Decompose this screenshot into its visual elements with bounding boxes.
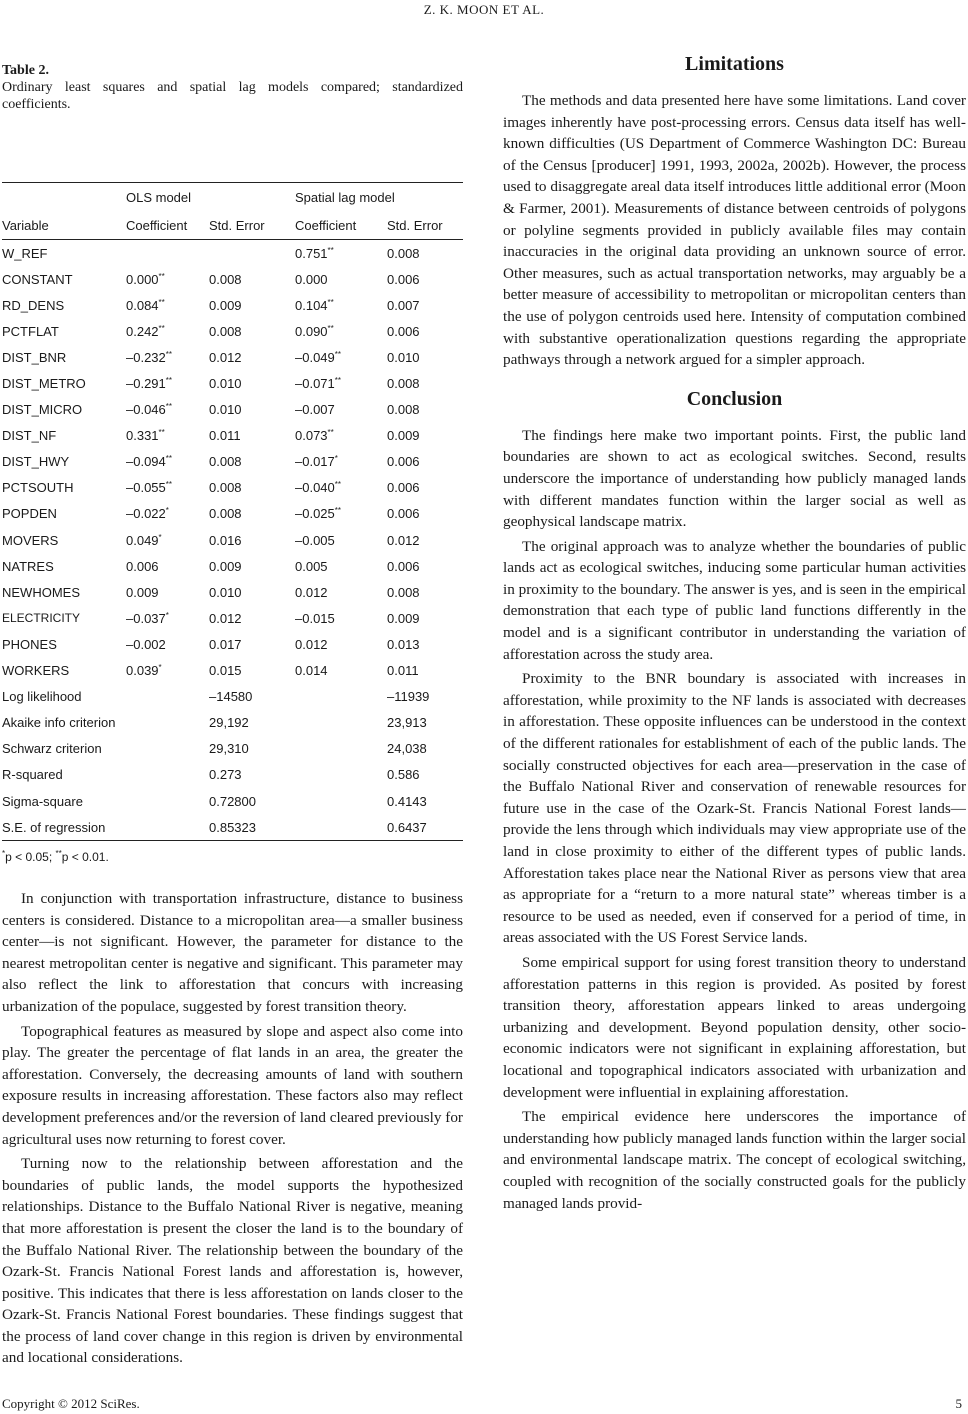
- stat-spatial-value-cell: 0.6437: [387, 814, 463, 841]
- ols-coefficient-cell: [126, 423, 209, 449]
- ols-significance-mark: *: [158, 663, 162, 673]
- variable-cell: DIST_NF: [2, 428, 57, 444]
- col-header-variable: Variable: [2, 211, 126, 240]
- spatial-std-error-cell: 0.006: [387, 480, 420, 496]
- ols-std-error-cell: 0.010: [209, 376, 242, 392]
- stat-ols-value-cell: 0.273: [209, 767, 242, 783]
- ols-coefficient-value: 0.009: [126, 584, 159, 600]
- ols-std-error-cell: [209, 240, 295, 267]
- table-body: [2, 240, 463, 841]
- variable-cell: DIST_MICRO: [2, 402, 83, 418]
- spatial-significance-mark: **: [327, 323, 334, 333]
- spatial-std-error-cell: 0.008: [387, 376, 420, 392]
- spatial-coefficient-value: –0.071: [295, 376, 335, 392]
- spatial-std-error-cell: 0.007: [387, 297, 420, 313]
- table-header-row: [2, 211, 463, 240]
- section-heading-limitations: Limitations: [685, 53, 784, 75]
- table-row: [2, 292, 463, 318]
- ols-significance-mark: *: [165, 506, 169, 516]
- ols-std-error-cell: 0.008: [209, 480, 242, 496]
- table-caption: Ordinary least squares and spatial lag models compared; standardized coefficients.: [2, 80, 463, 112]
- ols-significance-mark: **: [158, 271, 165, 281]
- variable-cell: NEWHOMES: [2, 584, 80, 600]
- table-row: [2, 370, 463, 396]
- group-ols-label: OLS model: [126, 183, 295, 212]
- col-header-sl-se: Std. Error: [387, 211, 463, 240]
- results-table: [2, 182, 463, 841]
- section-heading-conclusion: Conclusion: [686, 387, 783, 410]
- spatial-std-error-cell: 0.008: [387, 402, 420, 418]
- spatial-significance-mark: **: [334, 480, 341, 490]
- spatial-significance-mark: **: [334, 506, 341, 516]
- ols-coefficient-cell: [126, 501, 209, 527]
- spatial-coefficient-value: 0.012: [295, 584, 328, 600]
- left-body-text: [2, 888, 463, 1369]
- ols-std-error-cell: 0.008: [209, 506, 242, 522]
- ols-significance-mark: **: [165, 376, 172, 386]
- ols-significance-mark: **: [158, 297, 165, 307]
- table-row: [2, 344, 463, 370]
- stat-spatial-value-cell: 24,038: [387, 741, 427, 757]
- table-row: [2, 553, 463, 579]
- ols-significance-mark: *: [165, 610, 169, 620]
- right-column: [503, 50, 966, 1214]
- ols-std-error-cell: 0.012: [209, 610, 242, 626]
- spatial-std-error-cell: 0.006: [387, 558, 420, 574]
- stat-spatial-value-cell: 0.4143: [387, 793, 427, 809]
- ols-coefficient-cell: [126, 449, 209, 475]
- ols-std-error-cell: 0.011: [209, 428, 241, 444]
- ols-coefficient-value: 0.331: [126, 428, 159, 444]
- spatial-significance-mark: **: [334, 349, 341, 359]
- spatial-coefficient-cell: [295, 475, 387, 501]
- spatial-std-error-cell: 0.006: [387, 323, 420, 339]
- footnote-sup-2: **: [55, 849, 62, 858]
- stat-row: [2, 788, 463, 814]
- ols-coefficient-value: –0.094: [126, 454, 166, 470]
- spatial-coefficient-value: 0.751: [295, 245, 328, 261]
- stat-row: [2, 814, 463, 841]
- stat-ols-value-cell: 29,192: [209, 715, 249, 731]
- variable-cell: MOVERS: [2, 532, 59, 548]
- ols-coefficient-value: 0.000: [126, 271, 159, 287]
- ols-coefficient-cell: [126, 344, 209, 370]
- ols-std-error-cell: 0.012: [209, 349, 242, 365]
- variable-cell: DIST_METRO: [2, 376, 86, 392]
- ols-coefficient-cell: [126, 475, 209, 501]
- spatial-std-error-cell: 0.006: [387, 271, 420, 287]
- ols-coefficient-cell: [126, 292, 209, 318]
- spatial-coefficient-value: –0.005: [295, 532, 335, 548]
- table-row: [2, 318, 463, 344]
- table-row: [2, 579, 463, 605]
- stat-row: [2, 762, 463, 788]
- spatial-coefficient-value: 0.014: [295, 663, 328, 679]
- col-header-sl-coef: Coefficient: [295, 211, 387, 240]
- ols-coefficient-value: –0.232: [126, 349, 166, 365]
- ols-std-error-cell: 0.015: [209, 663, 242, 679]
- ols-coefficient-value: –0.002: [126, 636, 166, 652]
- spatial-std-error-cell: 0.011: [387, 663, 419, 679]
- spatial-coefficient-cell: [295, 501, 387, 527]
- body-paragraph: The empirical evidence here underscores the importance of understanding how publicly managed lands function within the larger social and environmental landscape matrix. The concept of ecological switching, coupled with recognition of the socially constructed goals for the publicly managed lands provid-: [503, 1108, 966, 1212]
- footer-copyright: Copyright © 2012 SciRes.: [2, 1396, 140, 1411]
- stat-label-cell: S.E. of regression: [2, 814, 209, 841]
- variable-cell: PHONES: [2, 636, 57, 652]
- spatial-std-error-cell: 0.010: [387, 349, 420, 365]
- ols-significance-mark: **: [165, 454, 172, 464]
- stat-label-cell: Log likelihood: [2, 689, 82, 705]
- spatial-significance-mark: *: [334, 454, 338, 464]
- ols-coefficient-cell: [126, 605, 209, 631]
- spatial-coefficient-value: 0.005: [295, 558, 328, 574]
- spatial-coefficient-cell: [295, 553, 387, 579]
- ols-coefficient-cell: [126, 579, 209, 605]
- table-label: Table 2.: [2, 63, 49, 78]
- variable-cell: PCTSOUTH: [2, 480, 74, 496]
- spatial-coefficient-value: –0.025: [295, 506, 335, 522]
- body-paragraph: Topographical features as measured by slope and aspect also come into play. The greater the percentage of flat lands in an area, the greater the afforestation. Conversely, the decreasing amounts of land with southern exposure results in increasing afforestation. These factors also may reflect development preferences and/or the reversion of land cleared previously for agricultural uses now returning to forest cover.: [2, 1022, 463, 1148]
- spatial-std-error-cell: 0.006: [387, 506, 420, 522]
- spatial-std-error-cell: 0.012: [387, 532, 420, 548]
- spatial-coefficient-value: 0.073: [295, 428, 328, 444]
- footnote-sup-1: *: [2, 849, 6, 858]
- ols-significance-mark: **: [165, 402, 172, 412]
- footnote-text-2: p < 0.01.: [61, 850, 109, 864]
- ols-significance-mark: **: [165, 349, 172, 359]
- table-row: [2, 266, 463, 292]
- spatial-coefficient-cell: [295, 605, 387, 631]
- ols-std-error-cell: 0.010: [209, 402, 242, 418]
- stat-spatial-value-cell: 23,913: [387, 715, 427, 731]
- stat-ols-value-cell: 0.72800: [209, 793, 256, 809]
- stat-spacer-cell: [295, 788, 387, 814]
- ols-std-error-cell: 0.009: [209, 558, 242, 574]
- spatial-std-error-cell: 0.006: [387, 454, 420, 470]
- page-number: 5: [955, 1396, 962, 1411]
- spatial-coefficient-cell: [295, 397, 387, 423]
- stat-label-cell: Sigma-square: [2, 793, 83, 809]
- stat-label-cell: Akaike info criterion: [2, 715, 116, 731]
- table-row: [2, 658, 463, 684]
- spatial-coefficient-cell: [295, 318, 387, 344]
- stat-spacer-cell: [295, 762, 387, 788]
- spatial-coefficient-value: 0.012: [295, 636, 328, 652]
- spatial-coefficient-cell: [295, 579, 387, 605]
- ols-coefficient-value: 0.039: [126, 663, 159, 679]
- spatial-coefficient-value: –0.040: [295, 480, 335, 496]
- ols-std-error-cell: 0.010: [209, 584, 242, 600]
- stat-spacer-cell: [295, 814, 387, 841]
- ols-std-error-cell: 0.008: [209, 271, 242, 287]
- table-row: [2, 475, 463, 501]
- spatial-coefficient-cell: [295, 370, 387, 396]
- stat-spatial-value-cell: 0.586: [387, 767, 420, 783]
- footnote-text-1: p < 0.05;: [5, 850, 56, 864]
- ols-coefficient-value: –0.055: [126, 480, 166, 496]
- spatial-std-error-cell: 0.008: [387, 245, 420, 261]
- ols-coefficient-value: 0.084: [126, 297, 159, 313]
- spatial-std-error-cell: 0.013: [387, 636, 420, 652]
- body-paragraph: The original approach was to analyze whether the boundaries of public lands act as ecological switches, inducing some particular human activities in proximity to the boundary. The answer is yes, and is seen in the empirical demonstration that each type of public land functions differently in the model and is a significant contributor in understanding the variation of afforestation across the study area.: [503, 537, 966, 663]
- ols-significance-mark: **: [165, 480, 172, 490]
- spatial-std-error-cell: 0.008: [387, 584, 420, 600]
- body-paragraph: Turning now to the relationship between afforestation and the boundaries of public lands, the model supports the hypothesized relationships. Distance to the Buffalo National River is negative, meaning that more afforestation is present the closer the land is to the boundary of the Buffalo National River. The relationship between the boundary of the Ozark-St. Francis National Forest lands and afforestation is, however, positive. This indicates that there is less afforestation on lands closer to the Ozark-St. Francis National Forest boundaries. These findings suggest that the process of land cover change in this region is driven by environmental and locational considerations.: [2, 1155, 463, 1367]
- group-spatial-label: Spatial lag model: [295, 183, 463, 212]
- spatial-coefficient-cell: [295, 344, 387, 370]
- variable-cell: NATRES: [2, 558, 54, 574]
- spatial-coefficient-value: 0.090: [295, 323, 328, 339]
- col-header-ols-coef: Coefficient: [126, 211, 209, 240]
- spatial-coefficient-value: –0.007: [295, 402, 335, 418]
- ols-coefficient-value: –0.291: [126, 376, 166, 392]
- stat-label-cell: R-squared: [2, 767, 63, 783]
- body-paragraph: Some empirical support for using forest transition theory to understand afforestation patterns in this region is provided. As posited by forest transition theory, afforestation appears linked to areas undergoing urbanizing and development. Beyond population density, other socio-economic indicators were not significant in explaining afforestation, but locational and topographical indicators associated with urbanization and development were influential in explaining afforestation.: [503, 953, 966, 1101]
- ols-coefficient-cell: [126, 266, 209, 292]
- ols-coefficient-cell: [126, 240, 209, 267]
- ols-significance-mark: **: [158, 323, 165, 333]
- table-row: [2, 501, 463, 527]
- stat-spacer-cell: [295, 684, 387, 710]
- body-paragraph: In conjunction with transportation infrastructure, distance to business centers is considered. Distance to a micropolitan area—a smaller business center—is not significant. However, the parameter for distance to the nearest metropolitan center is negative and significant. This parameter may also reflect the link to afforestation that concurs with increasing urbanization of the populace, suggested by forest transition theory.: [2, 890, 463, 1015]
- spatial-coefficient-cell: [295, 527, 387, 553]
- stat-ols-value-cell: –14580: [209, 689, 253, 705]
- variable-cell: RD_DENS: [2, 297, 65, 313]
- stat-label-cell: Schwarz criterion: [2, 741, 102, 757]
- ols-std-error-cell: 0.009: [209, 297, 242, 313]
- ols-coefficient-cell: [126, 370, 209, 396]
- ols-std-error-cell: 0.008: [209, 454, 242, 470]
- ols-coefficient-value: 0.242: [126, 323, 159, 339]
- variable-cell: CONSTANT: [2, 271, 73, 287]
- table-row: [2, 605, 463, 631]
- stat-ols-value-cell: 29,310: [209, 741, 249, 757]
- variable-cell: DIST_HWY: [2, 454, 70, 470]
- variable-cell: W_REF: [2, 245, 48, 261]
- stat-spacer-cell: [295, 710, 387, 736]
- stat-row: [2, 684, 463, 710]
- table-row: [2, 449, 463, 475]
- table-row: [2, 423, 463, 449]
- stat-ols-value-cell: 0.85323: [209, 814, 295, 841]
- body-paragraph: The findings here make two important points. First, the public land boundaries are shown to act as ecological switches. Second, results underscore the importance of understanding how publicly managed lands with different mandates function within the larger social as well as geophysical landscape matrix.: [503, 426, 966, 531]
- ols-std-error-cell: 0.017: [209, 636, 242, 652]
- stat-spacer-cell: [295, 736, 387, 762]
- ols-std-error-cell: 0.016: [209, 532, 242, 548]
- spatial-coefficient-cell: [295, 292, 387, 318]
- ols-coefficient-cell: [126, 527, 209, 553]
- body-paragraph: Proximity to the BNR boundary is associated with increases in afforestation, while proximity to the NF lands is associated with decreases in afforestation. These opposite influences can be understood in the context of the different rationales for establishment of each of the public lands. The socially constructed objectives for each area—preservation in the case of the Buffalo National River and conservation of renewable resources for future use in the case of the Ozark-St. Francis National Forest lands—provide the lens through which individuals may view appropriate use of the land in close proximity to either of the different types of public lands. Afforestation takes place near the National River as persons view that area as appropriate for a “return to a more natural state” whereas timber is a resource to be used as needed, even if conserved for a period of time, in areas associated with the US Forest Service lands.: [503, 670, 966, 947]
- ols-coefficient-cell: [126, 553, 209, 579]
- ols-coefficient-value: 0.049: [126, 532, 159, 548]
- ols-significance-mark: *: [158, 532, 162, 542]
- ols-significance-mark: **: [158, 428, 165, 438]
- spatial-coefficient-cell: [295, 449, 387, 475]
- ols-coefficient-cell: [126, 318, 209, 344]
- ols-std-error-cell: 0.008: [209, 323, 242, 339]
- spatial-coefficient-value: 0.000: [295, 271, 328, 287]
- table-footnote: [2, 850, 109, 864]
- table-row: [2, 631, 463, 657]
- ols-coefficient-cell: [126, 631, 209, 657]
- table-row: [2, 527, 463, 553]
- table-row: [2, 397, 463, 423]
- spatial-std-error-cell: 0.009: [387, 610, 420, 626]
- table-group-header-row: [2, 183, 463, 212]
- left-column: [2, 62, 463, 1367]
- spatial-coefficient-cell: [295, 240, 387, 267]
- spatial-coefficient-value: –0.017: [295, 454, 335, 470]
- ols-coefficient-value: –0.037: [126, 610, 166, 626]
- ols-coefficient-value: –0.046: [126, 402, 166, 418]
- variable-cell: DIST_BNR: [2, 349, 67, 365]
- running-head: Z. K. MOON ET AL.: [423, 2, 545, 17]
- table-row: [2, 240, 463, 267]
- variable-cell: PCTFLAT: [2, 323, 59, 339]
- spatial-coefficient-value: –0.049: [295, 349, 335, 365]
- spatial-coefficient-cell: [295, 423, 387, 449]
- stat-row: [2, 736, 463, 762]
- ols-coefficient-value: 0.006: [126, 558, 159, 574]
- spatial-std-error-cell: 0.009: [387, 428, 420, 444]
- spatial-significance-mark: **: [327, 428, 334, 438]
- spatial-coefficient-cell: [295, 266, 387, 292]
- spatial-significance-mark: **: [327, 297, 334, 307]
- spatial-coefficient-value: –0.015: [295, 610, 335, 626]
- ols-coefficient-cell: [126, 397, 209, 423]
- col-header-ols-se: Std. Error: [209, 211, 295, 240]
- stat-row: [2, 710, 463, 736]
- variable-cell: WORKERS: [2, 663, 70, 679]
- ols-coefficient-value: –0.022: [126, 506, 166, 522]
- spatial-coefficient-value: 0.104: [295, 297, 328, 313]
- spatial-coefficient-cell: [295, 658, 387, 684]
- body-paragraph: The methods and data presented here have some limitations. Land cover images inherently have post-processing errors. Census data itself has well-known difficulties (US Department of Commerce Washington DC: Bureau of the Census [producer] 1991, 1993, 2002a, 2002b). However, the process used to disaggregate areal data itself introduces little additional error (Moon & Farmer, 2001). Measurements of distance between centroids of polygons or polyline segments provided in publicly available files may contain inaccuracies in the original data providing an unknown source of error. Other measures, such as actual transportation networks, may arguably be a better measure of accessibility to metropolitan or micropolitan centers than the use of polygon centroids used here. Intensity of computation combined with substantive operationalization questions regarding the appropriate pathways through a network argued for a simpler approach.: [503, 92, 966, 369]
- spatial-significance-mark: **: [327, 245, 334, 255]
- spatial-coefficient-cell: [295, 631, 387, 657]
- ols-coefficient-cell: [126, 658, 209, 684]
- variable-cell: POPDEN: [2, 506, 57, 522]
- spatial-significance-mark: **: [334, 376, 341, 386]
- stat-spatial-value-cell: –11939: [387, 689, 430, 705]
- variable-cell: ELECTRICITY: [2, 611, 81, 626]
